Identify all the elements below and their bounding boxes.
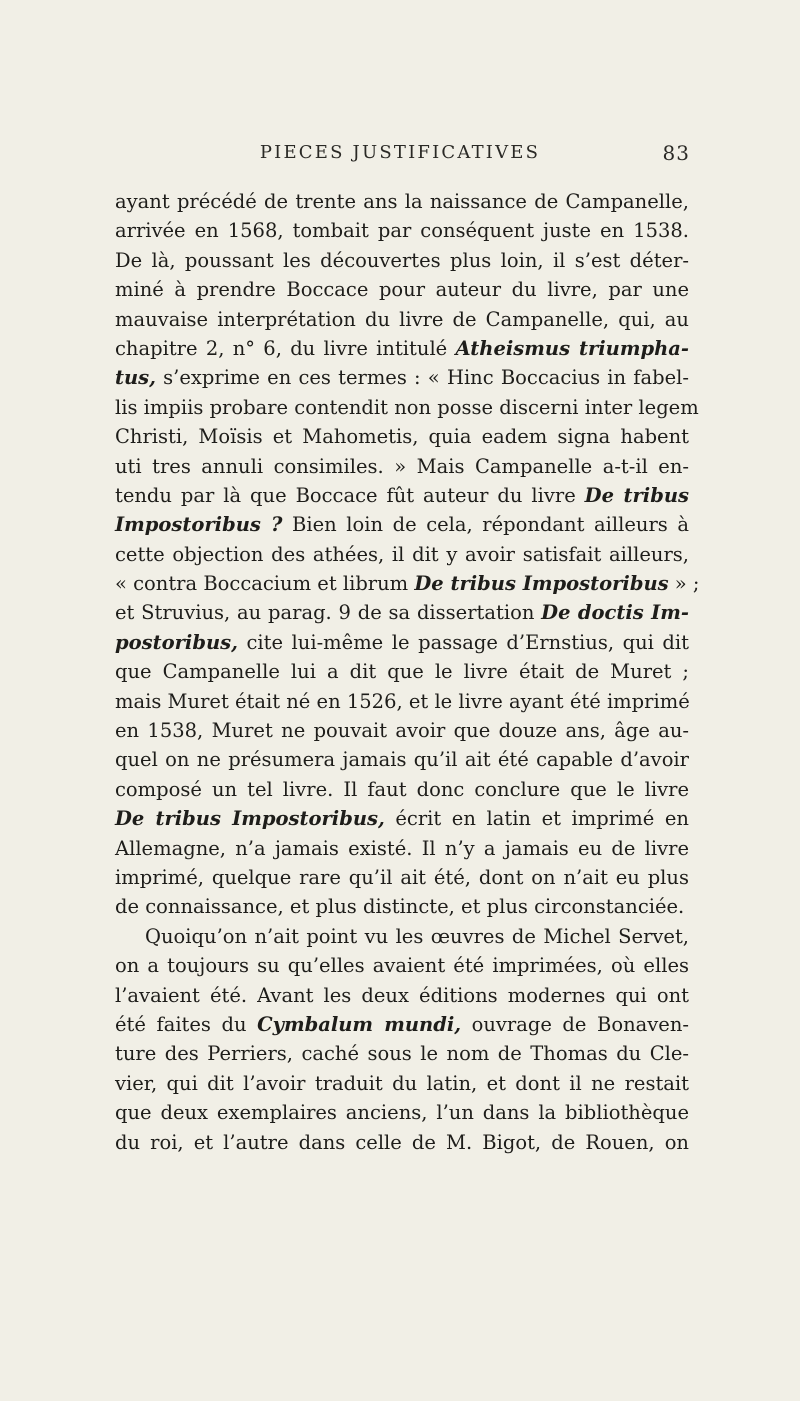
text-segment: cite lui-même le passage d’Ernstius, qui dit — [237, 630, 689, 654]
text-line — [115, 745, 689, 774]
text-segment: du roi, et l’autre dans celle de M. Bigot, de Rouen, on — [115, 1130, 689, 1154]
text-line — [115, 834, 689, 863]
italic-title-text: De tribus — [584, 483, 689, 507]
text-line — [115, 187, 689, 216]
text-segment: arrivée en 1568, tombait par conséquent juste en 1538. — [115, 219, 689, 243]
text-line — [115, 1069, 689, 1098]
text-line — [115, 422, 689, 451]
text-line — [115, 1039, 689, 1068]
text-line — [115, 216, 689, 245]
italic-title-text: Cymbalum mundi, — [257, 1012, 462, 1036]
text-line — [115, 246, 689, 275]
text-line — [115, 804, 689, 833]
text-line — [115, 687, 689, 716]
text-segment: quel on ne présumera jamais qu’il ait été capable d’avoir — [115, 748, 689, 772]
text-segment: s’exprime en ces termes : « Hinc Boccacius in fabel- — [155, 366, 689, 390]
italic-title-text: Impostoribus ? — [115, 513, 283, 537]
text-line — [115, 275, 689, 304]
text-line — [115, 305, 689, 334]
page-number: 83 — [662, 141, 690, 165]
text-line — [115, 1010, 689, 1039]
body-text — [115, 187, 700, 1157]
text-line — [115, 510, 689, 539]
text-segment: de connaissance, et plus distincte, et plus circonstanciée. — [115, 895, 685, 919]
running-title: PIECES JUSTIFICATIVES — [259, 142, 541, 163]
text-line — [115, 540, 689, 569]
text-segment: miné à prendre Boccace pour auteur du livre, par une — [115, 278, 689, 302]
text-line — [115, 569, 700, 598]
text-segment: on a toujours su qu’elles avaient été imprimées, où elles — [115, 954, 689, 978]
italic-title-text: postoribus, — [115, 630, 238, 654]
italic-title-text: De doctis Im- — [541, 601, 689, 625]
text-segment: et Struvius, au parag. 9 de sa dissertation — [115, 601, 542, 625]
text-line — [115, 922, 689, 951]
text-line — [115, 657, 689, 686]
italic-title-text: De tribus Impostoribus, — [115, 807, 385, 831]
italic-title-text: tus, — [115, 366, 156, 390]
text-line — [115, 981, 689, 1010]
text-segment: imprimé, quelque rare qu’il ait été, dont on n’ait eu plus — [115, 865, 689, 889]
text-segment: lis impiis probare contendit non posse discerni inter legem — [115, 395, 699, 419]
text-segment: vier, qui dit l’avoir traduit du latin, et dont il ne restait — [115, 1071, 689, 1095]
text-segment: que deux exemplaires anciens, l’un dans la bibliothèque — [115, 1101, 689, 1125]
text-line — [115, 628, 689, 657]
text-segment: « contra Boccacium et librum — [115, 572, 415, 596]
text-segment: ture des Perriers, caché sous le nom de Thomas du Cle- — [115, 1042, 689, 1066]
text-segment: composé un tel livre. Il faut donc conclure que le livre — [115, 777, 689, 801]
text-line — [115, 892, 689, 921]
text-line — [115, 716, 689, 745]
text-segment: cette objection des athées, il dit y avoir satisfait ailleurs, — [115, 542, 689, 566]
text-segment: Allemagne, n’a jamais existé. Il n’y a jamais eu de livre — [115, 836, 689, 860]
text-segment: mais Muret était né en 1526, et le livre ayant été imprimé — [115, 689, 690, 713]
text-line — [115, 452, 689, 481]
text-line — [115, 598, 689, 627]
italic-title-text: De tribus Impostoribus — [414, 572, 669, 596]
text-line — [115, 863, 689, 892]
text-line — [115, 1128, 689, 1157]
text-segment: mauvaise interprétation du livre de Campanelle, qui, au — [115, 307, 689, 331]
text-segment: été faites du — [115, 1012, 258, 1036]
text-segment: en 1538, Muret ne pouvait avoir que douze ans, âge au- — [115, 719, 689, 743]
text-segment: Bien loin de cela, répondant ailleurs à — [282, 513, 689, 537]
text-line — [115, 334, 689, 363]
text-segment: ouvrage de Bonaven- — [461, 1012, 689, 1036]
italic-title-text: Atheismus triumpha- — [455, 336, 689, 360]
text-line — [115, 393, 699, 422]
text-segment: Quoiqu’on n’ait point vu les œuvres de Michel Servet, — [145, 924, 689, 948]
text-segment: De là, poussant les découvertes plus loin, il s’est déter- — [115, 248, 689, 272]
text-line — [115, 951, 689, 980]
text-segment: que Campanelle lui a dit que le livre était de Muret ; — [115, 660, 689, 684]
text-segment: » ; — [668, 572, 700, 596]
text-segment: écrit en latin et imprimé en — [384, 807, 689, 831]
text-segment: tendu par là que Boccace fût auteur du livre — [115, 483, 585, 507]
text-segment: uti tres annuli consimiles. » Mais Campanelle a-t-il en- — [115, 454, 689, 478]
text-line — [115, 363, 689, 392]
text-segment: chapitre 2, n° 6, du livre intitulé — [115, 336, 456, 360]
text-segment: l’avaient été. Avant les deux éditions modernes qui ont — [115, 983, 689, 1007]
text-line — [115, 775, 689, 804]
text-segment: ayant précédé de trente ans la naissance de Campanelle, — [115, 190, 689, 213]
text-line — [115, 481, 689, 510]
text-segment: Christi, Moïsis et Mahometis, quia eadem signa habent — [115, 425, 689, 449]
text-line — [115, 1098, 689, 1127]
